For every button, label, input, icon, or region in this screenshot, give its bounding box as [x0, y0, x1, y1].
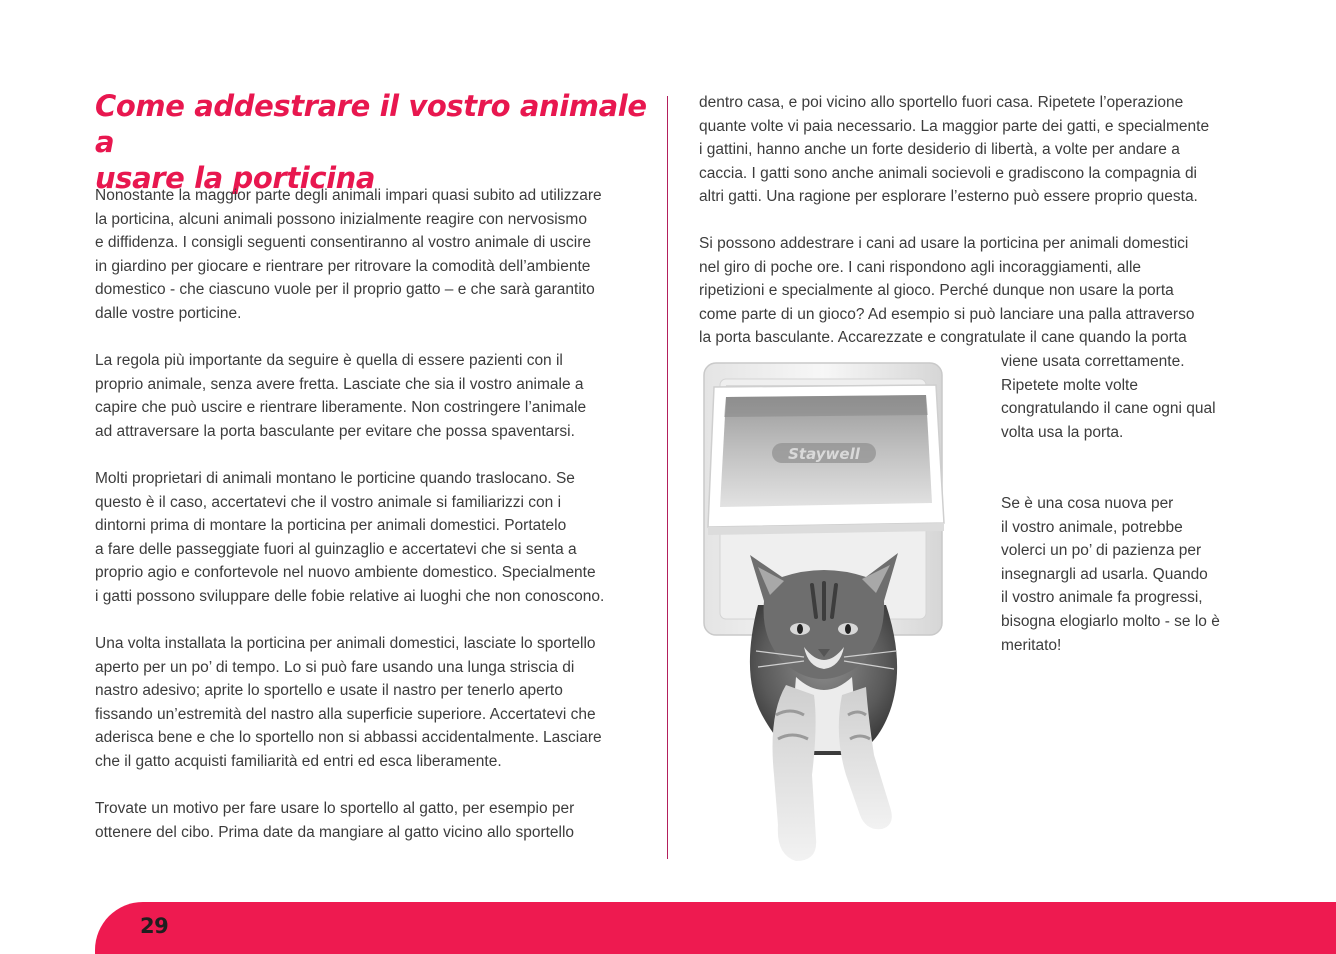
text-line: quante volte vi paia necessario. La maggior parte dei gatti, e specialmente — [699, 117, 1210, 135]
text-line: fissando un’estremità del nastro alla superficie superiore. Accertatevi che — [95, 705, 596, 723]
text-line: il vostro animale, potrebbe — [1001, 518, 1183, 536]
text-line: altri gatti. Una ragione per esplorare l’esterno può essere proprio questa. — [699, 188, 1198, 206]
paragraph-dogs — [699, 232, 1194, 350]
text-line: Se è una cosa nuova per — [1001, 495, 1174, 512]
text-line: Una volta installata la porticina per animali domestici, lasciate lo sportello — [95, 635, 596, 652]
text-line: dintorni prima di montare la porticina per animali domestici. Portatelo — [95, 517, 567, 535]
text-line: La regola più importante da seguire è quella di essere pazienti con il — [95, 352, 563, 369]
text-line: Trovate un motivo per fare usare lo sportello al gatto, per esempio per — [95, 800, 575, 817]
text-line: volerci un po’ di pazienza per — [1001, 542, 1202, 560]
text-line: volta usa la porta. — [1001, 423, 1124, 441]
title-line: Come addestrare il vostro animale a — [95, 89, 647, 159]
paragraph-continued — [699, 91, 1209, 209]
paragraph-motivation — [95, 797, 574, 844]
text-line: i gattini, hanno anche un forte desiderio di libertà, a volte per andare a — [699, 141, 1180, 159]
text-line: viene usata correttamente. — [1001, 353, 1185, 370]
text-line: proprio agio e confortevole nel nuovo ambiente domestico. Specialmente — [95, 564, 596, 582]
column-divider — [667, 96, 668, 859]
text-line: congratulando il cane ogni qual — [1001, 400, 1216, 418]
flap-brand-text: Staywell — [788, 445, 860, 463]
paragraph-praise — [1001, 492, 1220, 657]
text-line: domestico - che ciascuno vuole per il proprio gatto – e che sarà garantito — [95, 281, 595, 299]
text-line: ripetizioni e specialmente al gioco. Perché dunque non usare la porta — [699, 282, 1174, 300]
cat-flap-photo — [700, 355, 946, 870]
flap-panel — [708, 385, 944, 535]
text-line: caccia. I gatti sono anche animali socievoli e gradiscono la compagnia di — [699, 164, 1198, 182]
paragraph-dogs-continued — [1001, 350, 1216, 444]
text-line: i gatti possono sviluppare delle fobie relative ai luoghi che non conoscono. — [95, 587, 605, 605]
text-line: il vostro animale fa progressi, — [1001, 589, 1203, 607]
page-title — [95, 88, 655, 196]
page-number: 29 — [140, 914, 169, 938]
text-line: aderisca bene e che lo sportello non si abbassi accidentalmente. Lasciare — [95, 729, 602, 747]
footer-bar — [95, 902, 1336, 954]
text-line: come parte di un gioco? Ad esempio si può lanciare una palla attraverso — [699, 305, 1195, 323]
text-line: in giardino per giocare e rientrare per ritrovare la comodità dell’ambiente — [95, 257, 591, 275]
text-line: ad attraversare la porta basculante per evitare che possa spaventarsi. — [95, 422, 575, 440]
text-line: insegnargli ad usarla. Quando — [1001, 565, 1208, 583]
paragraph-installation — [95, 632, 602, 774]
text-line: questo è il caso, accertatevi che il vostro animale si familiarizzi con i — [95, 493, 562, 511]
paragraph-intro — [95, 184, 602, 326]
text-line: e diffidenza. I consigli seguenti consentiranno al vostro animale di uscire — [95, 234, 591, 252]
text-line: proprio animale, senza avere fretta. Lasciate che sia il vostro animale a — [95, 375, 584, 393]
text-line: la porta basculante. Accarezzate e congratulate il cane quando la porta — [699, 329, 1187, 347]
text-line: aperto per un po’ di tempo. Lo si può fare usando una lunga striscia di — [95, 658, 575, 676]
text-line: dentro casa, e poi vicino allo sportello fuori casa. Ripetete l’operazione — [699, 94, 1184, 111]
text-line: Ripetete molte volte — [1001, 376, 1138, 394]
text-line: Si possono addestrare i cani ad usare la porticina per animali domestici — [699, 235, 1189, 252]
text-line: meritato! — [1001, 636, 1062, 654]
paragraph-moving — [95, 467, 604, 609]
text-line: capire che può uscire e rientrare liberamente. Non costringere l’animale — [95, 399, 587, 417]
cat-image — [750, 553, 898, 861]
text-line: la porticina, alcuni animali possono inizialmente reagire con nervosismo — [95, 210, 587, 228]
text-line: dalle vostre porticine. — [95, 304, 242, 322]
text-line: che il gatto acquisti familiarità ed entri ed esca liberamente. — [95, 752, 502, 770]
text-line: ottenere del cibo. Prima date da mangiare al gatto vicino allo sportello — [95, 823, 575, 841]
text-line: bisogna elogiarlo molto - se lo è — [1001, 612, 1220, 630]
text-line: nastro adesivo; aprite lo sportello e usate il nastro per tenerlo aperto — [95, 682, 563, 700]
text-line: nel giro di poche ore. I cani rispondono agli incoraggiamenti, alle — [699, 258, 1142, 276]
title-line: usare la porticina — [95, 161, 376, 195]
paragraph-patience — [95, 349, 586, 443]
text-line: Molti proprietari di animali montano le porticine quando traslocano. Se — [95, 470, 575, 487]
text-line: a fare delle passeggiate fuori al guinzaglio e accertatevi che si senta a — [95, 540, 577, 558]
text-line: Nonostante la maggior parte degli animali impari quasi subito ad utilizzare — [95, 187, 602, 204]
